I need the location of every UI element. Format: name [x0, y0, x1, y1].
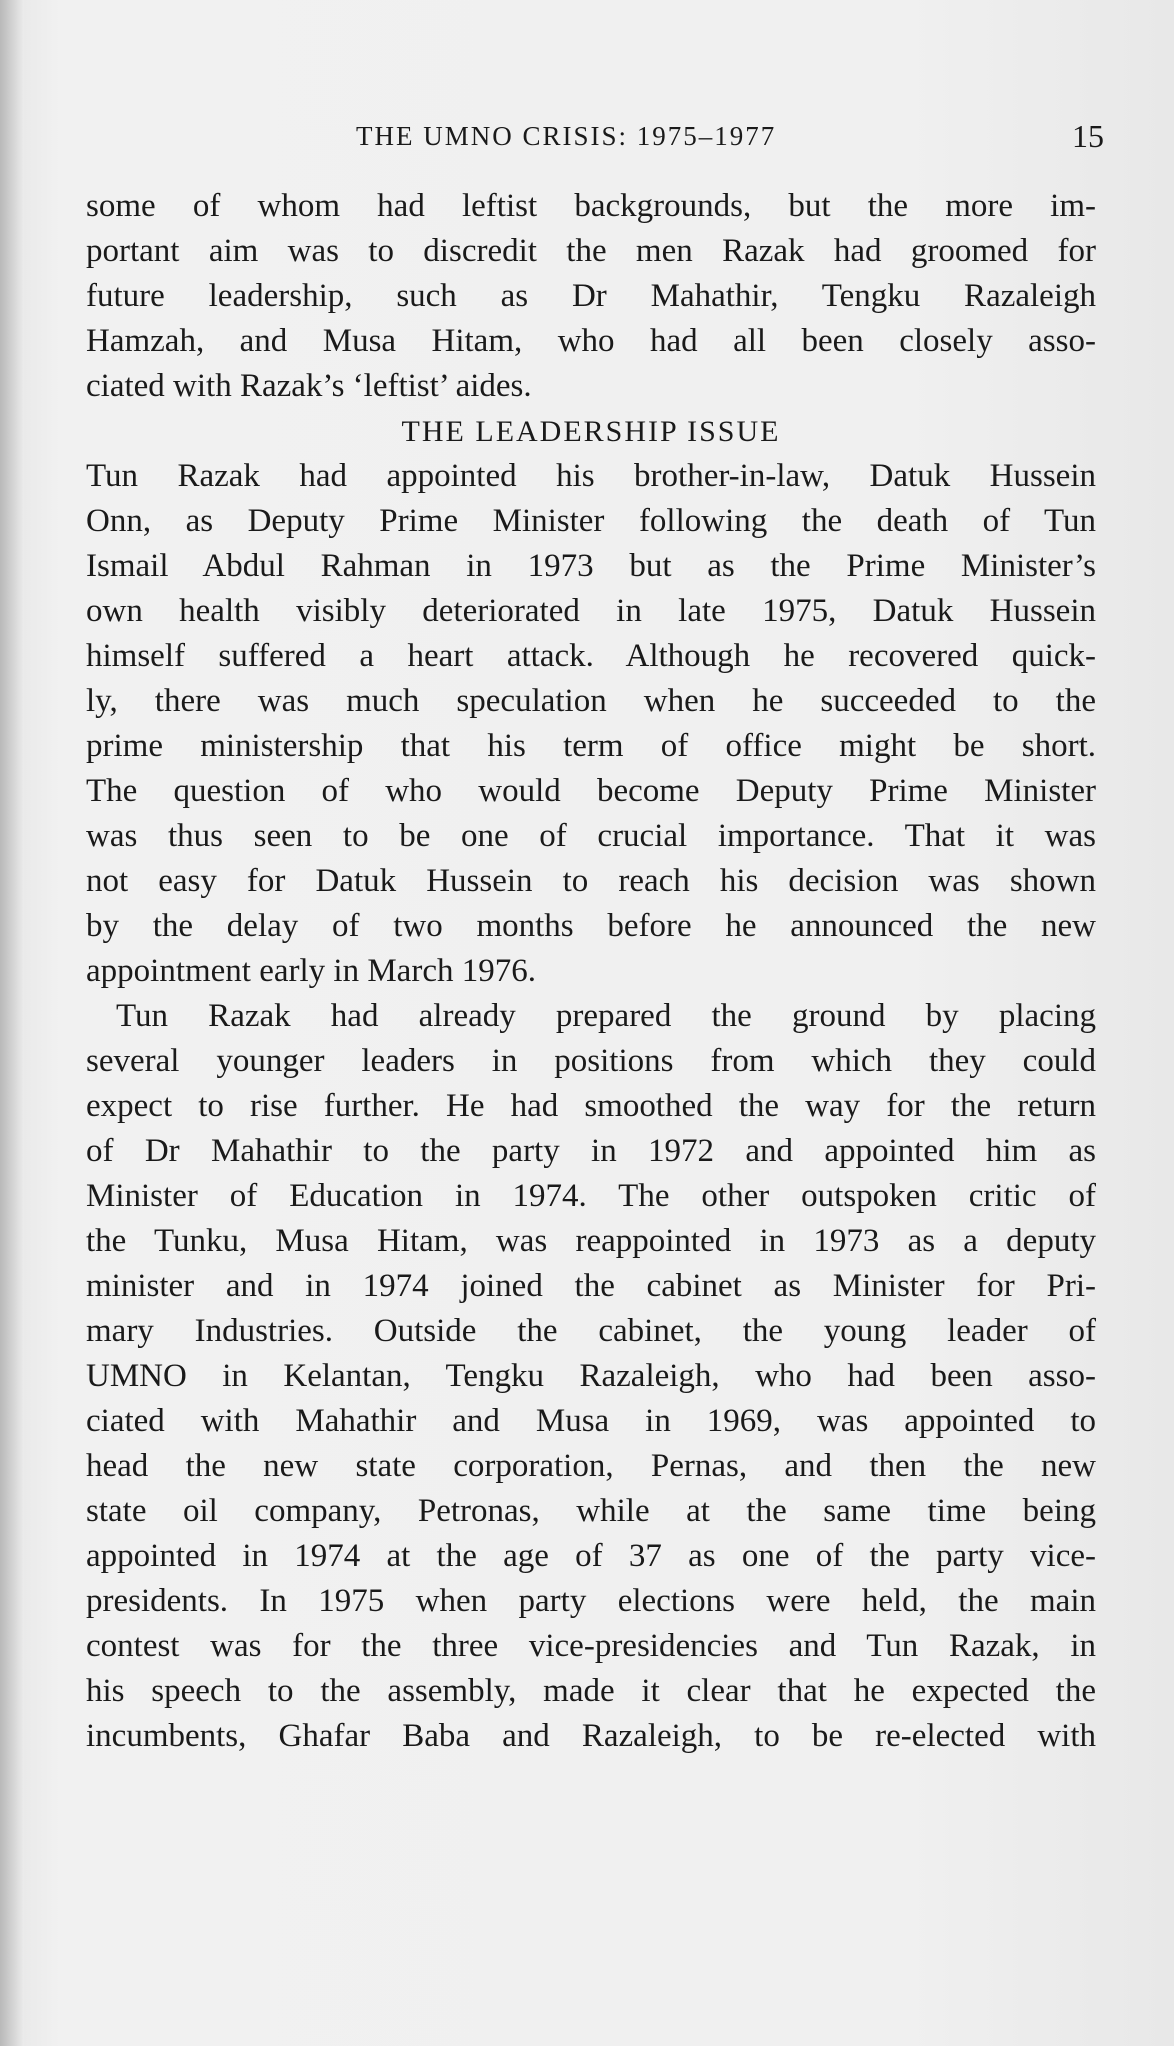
- text-line: Onn, as Deputy Prime Minister following the death of Tun: [86, 503, 1096, 539]
- text-line: some of whom had leftist backgrounds, but the more im-: [86, 188, 1096, 224]
- text-line: minister and in 1974 joined the cabinet as Minister for Pri-: [86, 1268, 1096, 1304]
- text-line: ciated with Razak’s ‘leftist’ aides.: [86, 368, 532, 404]
- text-line: contest was for the three vice-presidencies and Tun Razak, in: [86, 1628, 1096, 1664]
- text-line: presidents. In 1975 when party elections were held, the main: [86, 1583, 1096, 1619]
- paragraph-1: [86, 184, 1096, 409]
- text-line: Tun Razak had already prepared the ground by placing: [116, 998, 1096, 1034]
- text-line: mary Industries. Outside the cabinet, the young leader of: [86, 1313, 1096, 1349]
- text-line: by the delay of two months before he announced the new: [86, 908, 1096, 944]
- text-line: Ismail Abdul Rahman in 1973 but as the Prime Minister’s: [86, 548, 1096, 584]
- text-line: his speech to the assembly, made it clear that he expected the: [86, 1673, 1096, 1709]
- text-line: own health visibly deteriorated in late 1975, Datuk Hussein: [86, 593, 1096, 629]
- text-line: was thus seen to be one of crucial importance. That it was: [86, 818, 1096, 854]
- text-line: not easy for Datuk Hussein to reach his decision was shown: [86, 863, 1096, 899]
- text-line: state oil company, Petronas, while at the same time being: [86, 1493, 1096, 1529]
- text-line: ciated with Mahathir and Musa in 1969, was appointed to: [86, 1403, 1096, 1439]
- text-line: Hamzah, and Musa Hitam, who had all been closely asso-: [86, 323, 1096, 359]
- text-line: appointed in 1974 at the age of 37 as one of the party vice-: [86, 1538, 1096, 1574]
- paragraph-3: [86, 994, 1096, 1759]
- text-line: portant aim was to discredit the men Razak had groomed for: [86, 233, 1096, 269]
- text-line: head the new state corporation, Pernas, and then the new: [86, 1448, 1096, 1484]
- text-line: Minister of Education in 1974. The other outspoken critic of: [86, 1178, 1096, 1214]
- text-line: appointment early in March 1976.: [86, 953, 536, 989]
- text-line: future leadership, such as Dr Mahathir, Tengku Razaleigh: [86, 278, 1096, 314]
- running-head: THE UMNO CRISIS: 1975–1977: [356, 121, 777, 151]
- page-header: [86, 112, 1104, 160]
- section-heading: THE LEADERSHIP ISSUE: [401, 415, 781, 448]
- text-line: the Tunku, Musa Hitam, was reappointed in 1973 as a deputy: [86, 1223, 1096, 1259]
- text-line: of Dr Mahathir to the party in 1972 and appointed him as: [86, 1133, 1096, 1169]
- body-text: [86, 184, 1096, 1759]
- text-line: UMNO in Kelantan, Tengku Razaleigh, who had been asso-: [86, 1358, 1096, 1394]
- text-line: Tun Razak had appointed his brother-in-law, Datuk Hussein: [86, 458, 1096, 494]
- text-line: several younger leaders in positions from which they could: [86, 1043, 1096, 1079]
- text-line: The question of who would become Deputy Prime Minister: [86, 773, 1096, 809]
- book-spine-shadow: [0, 0, 24, 2046]
- text-line: himself suffered a heart attack. Although he recovered quick-: [86, 638, 1096, 674]
- page-number: 15: [1072, 118, 1104, 154]
- text-line: expect to rise further. He had smoothed the way for the return: [86, 1088, 1096, 1124]
- paragraph-2: [86, 454, 1096, 994]
- text-line: ly, there was much speculation when he succeeded to the: [86, 683, 1096, 719]
- text-line: incumbents, Ghafar Baba and Razaleigh, to be re-elected with: [86, 1718, 1096, 1754]
- text-line: prime ministership that his term of office might be short.: [86, 728, 1096, 764]
